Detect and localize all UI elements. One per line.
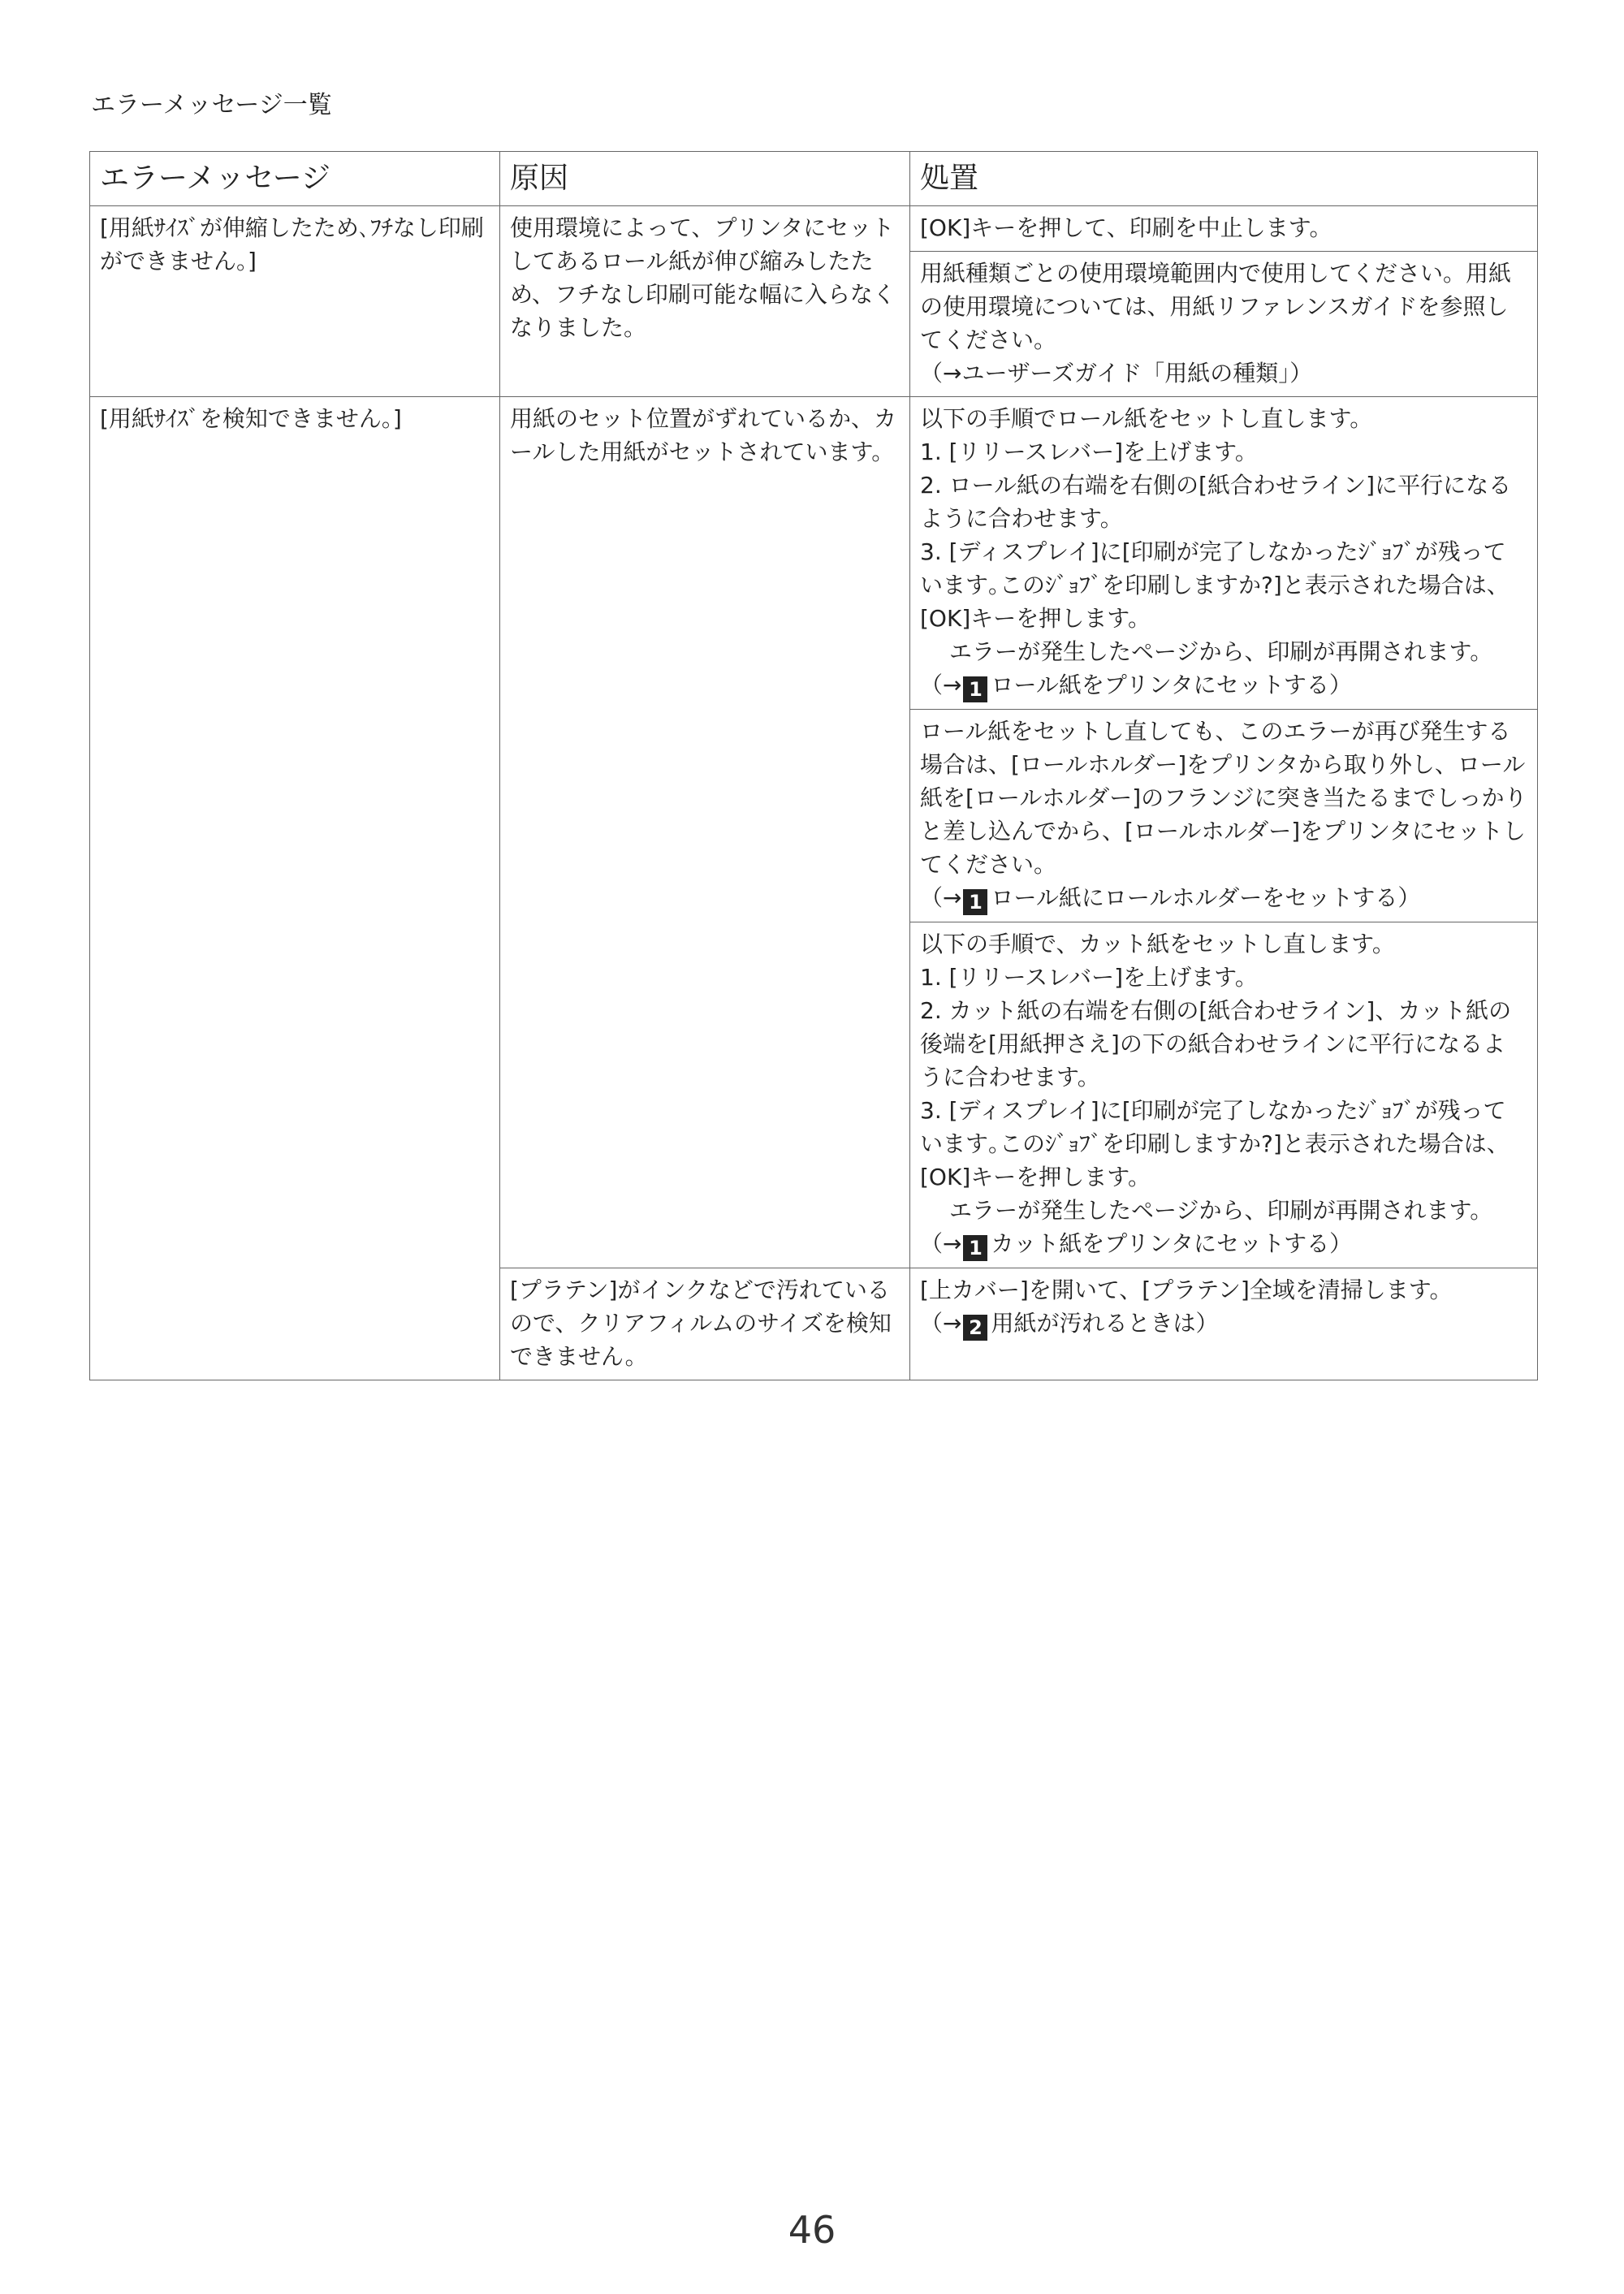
error-message-table <box>89 151 1538 1380</box>
reference-text: ロール紙にロールホルダーをセットする） <box>991 884 1421 911</box>
reference-text: 用紙が汚れるときは） <box>991 1310 1219 1337</box>
remedy-step-1: 1. [リリースレバー]を上げます。 <box>920 964 1258 991</box>
chapter-badge-icon: 2 <box>963 1315 987 1341</box>
table-row <box>90 206 1538 252</box>
page-number: 46 <box>788 2208 836 2252</box>
remedy-step-3-note: エラーが発生したページから、印刷が再開されます。 <box>949 638 1493 665</box>
reference-text: ロール紙をプリンタにセットする） <box>991 672 1352 698</box>
remedy-step-2: 2. カット紙の右端を右側の[紙合わせライン]、カット紙の後端を[用紙押さえ]の下の紙合わせラインに平行になるように合わせます。 <box>920 997 1512 1091</box>
chapter-badge-icon: 1 <box>963 889 987 915</box>
error-message-cell: [用紙ｻｲｽﾞが伸縮したため､ﾌﾁなし印刷ができません｡] <box>90 206 500 397</box>
remedy-step-3-note: エラーが発生したページから、印刷が再開されます。 <box>949 1197 1493 1224</box>
remedy-reference <box>920 881 1527 915</box>
chapter-badge-icon: 1 <box>963 1235 987 1261</box>
remedy-step-1: 1. [リリースレバー]を上げます。 <box>920 438 1258 465</box>
remedy-reference <box>920 1227 1527 1261</box>
remedy-reference <box>920 668 1527 702</box>
remedy-step-3: 3. [ディスプレイ]に[印刷が完了しなかったｼﾞｮﾌﾞが残っています｡このｼﾞｮﾌﾞを印刷しますか?]と表示された場合は、[OK]キーを押します。 <box>920 538 1510 632</box>
remedy-cell <box>910 710 1538 922</box>
remedy-reference <box>920 1307 1527 1341</box>
remedy-intro: 以下の手順でロール紙をセットし直します。 <box>920 405 1373 432</box>
remedy-reference: （→ユーザーズガイド「用紙の種類」） <box>920 360 1313 387</box>
remedy-step-2: 2. ロール紙の右端を右側の[紙合わせライン]に平行になるように合わせます。 <box>920 472 1512 532</box>
table-header-row <box>90 152 1538 206</box>
reference-open: （→ <box>920 1230 962 1257</box>
remedy-cell <box>910 252 1538 397</box>
remedy-text: 用紙種類ごとの使用環境範囲内で使用してください。用紙の使用環境については、用紙リファレンスガイドを参照してください。 <box>920 260 1512 353</box>
reference-text: カット紙をプリンタにセットする） <box>991 1230 1353 1257</box>
header-error-message: エラーメッセージ <box>90 152 500 206</box>
header-remedy: 処置 <box>910 152 1538 206</box>
chapter-badge-icon: 1 <box>963 676 987 702</box>
remedy-cell <box>910 922 1538 1268</box>
error-message-cell: [用紙ｻｲｽﾞを検知できません｡] <box>90 397 500 1380</box>
cause-cell: [プラテン]がインクなどで汚れているので、クリアフィルムのサイズを検知できません。 <box>500 1268 910 1380</box>
table-row <box>90 397 1538 710</box>
remedy-cell <box>910 397 1538 710</box>
reference-open: （→ <box>920 672 962 698</box>
remedy-step-3: 3. [ディスプレイ]に[印刷が完了しなかったｼﾞｮﾌﾞが残っています｡このｼﾞｮﾌﾞを印刷しますか?]と表示された場合は、[OK]キーを押します。 <box>920 1097 1510 1190</box>
reference-open: （→ <box>920 884 962 911</box>
remedy-text: [上カバー]を開いて、[プラテン]全域を清掃します。 <box>920 1277 1453 1303</box>
remedy-cell <box>910 1268 1538 1380</box>
cause-cell: 用紙のセット位置がずれているか、カールした用紙がセットされています。 <box>500 397 910 1268</box>
page-heading: エラーメッセージ一覧 <box>91 91 332 119</box>
cause-cell: 使用環境によって、プリンタにセットしてあるロール紙が伸び縮みしたため、フチなし印刷可能な幅に入らなくなりました。 <box>500 206 910 397</box>
reference-open: （→ <box>920 1310 962 1337</box>
header-cause: 原因 <box>500 152 910 206</box>
remedy-cell: [OK]キーを押して、印刷を中止します。 <box>910 206 1538 252</box>
remedy-text: ロール紙をセットし直しても、このエラーが再び発生する場合は、[ロールホルダー]をプリンタから取り外し、ロール紙を[ロールホルダー]のフランジに突き当たるまでしっかりと差し込んでから、[ロールホルダー]をプリンタにセットしてください。 <box>920 718 1527 878</box>
remedy-intro: 以下の手順で、カット紙をセットし直します。 <box>920 931 1395 957</box>
